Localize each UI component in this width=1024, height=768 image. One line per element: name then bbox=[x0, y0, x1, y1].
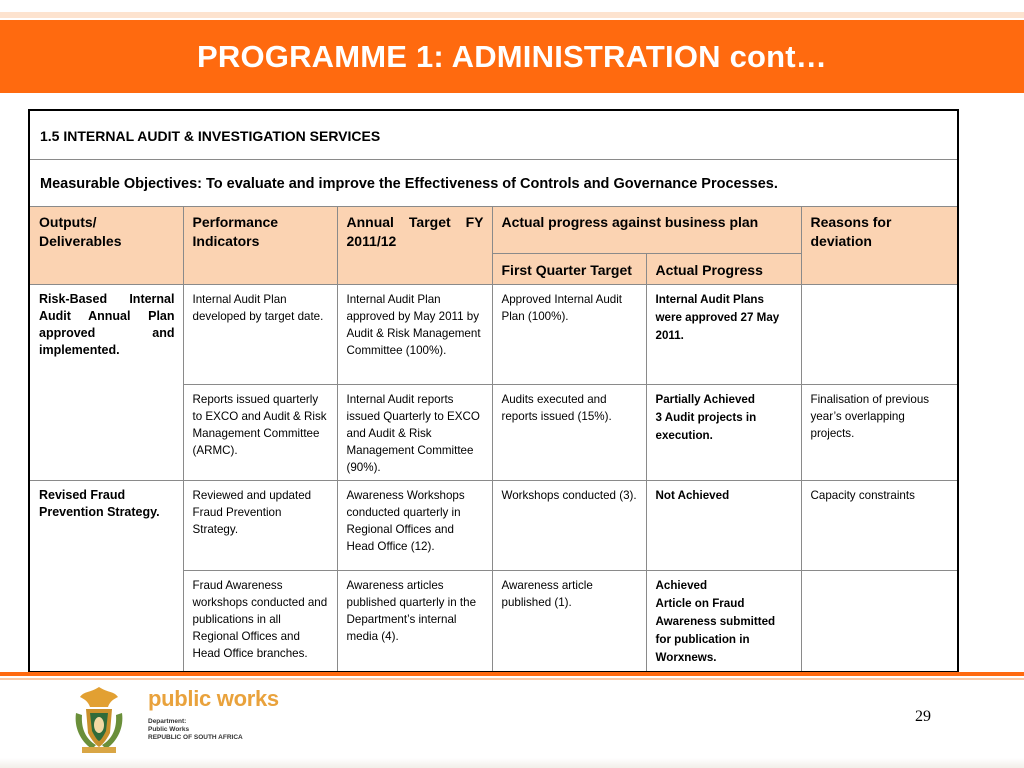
target-cell: Internal Audit Plan approved by May 2011 by Audit & Risk Management Committee (100%). bbox=[337, 285, 492, 385]
footer-fade bbox=[0, 758, 1024, 768]
reason-cell bbox=[801, 285, 958, 385]
dept-line: Public Works bbox=[148, 726, 190, 733]
objective-text: Measurable Objectives: To evaluate and improve the Effectiveness of Controls and Governance Processes. bbox=[29, 160, 958, 207]
indicator-cell: Fraud Awareness workshops conducted and publications in all Regional Offices and Head Office branches. bbox=[183, 571, 337, 673]
status-text: Achieved bbox=[655, 579, 708, 592]
page-number: 29 bbox=[915, 708, 931, 725]
header-row bbox=[29, 207, 958, 254]
header-actual-progress-group: Actual progress against business plan bbox=[492, 207, 801, 254]
objective-row bbox=[29, 160, 958, 207]
dept-line: REPUBLIC OF SOUTH AFRICA bbox=[148, 734, 243, 741]
target-cell: Awareness Workshops conducted quarterly in Regional Offices and Head Office (12). bbox=[337, 481, 492, 571]
actual-progress-cell: Not Achieved bbox=[646, 481, 801, 571]
status-detail: Article on Fraud Awareness submitted for publication in Worxnews. bbox=[655, 597, 776, 664]
first-quarter-cell: Approved Internal Audit Plan (100%). bbox=[492, 285, 646, 385]
actual-progress-cell: Internal Audit Plans were approved 27 May 2011. bbox=[646, 285, 801, 385]
indicator-cell: Reviewed and updated Fraud Prevention Strategy. bbox=[183, 481, 337, 571]
section-heading: 1.5 INTERNAL AUDIT & INVESTIGATION SERVICES bbox=[29, 110, 958, 160]
reason-cell: Capacity constraints bbox=[801, 481, 958, 571]
dept-line: Department: bbox=[148, 718, 187, 725]
header-first-quarter: First Quarter Target bbox=[492, 254, 646, 285]
target-cell: Awareness articles published quarterly in the Department’s internal media (4). bbox=[337, 571, 492, 673]
target-cell: Internal Audit reports issued Quarterly to EXCO and Audit & Risk Management Committee (90%). bbox=[337, 385, 492, 481]
top-accent-rule bbox=[0, 12, 1024, 18]
output-fraud-strategy: Revised Fraud Prevention Strategy. bbox=[29, 481, 183, 673]
header-indicators: Performance Indicators bbox=[183, 207, 337, 285]
footer-rule bbox=[0, 672, 1024, 676]
reason-cell: Finalisation of previous year’s overlapping projects. bbox=[801, 385, 958, 481]
coat-of-arms-icon bbox=[70, 683, 128, 755]
header-outputs: Outputs/ Deliverables bbox=[29, 207, 183, 285]
slide-title: PROGRAMME 1: ADMINISTRATION cont… bbox=[196, 38, 828, 74]
indicator-cell: Internal Audit Plan developed by target date. bbox=[183, 285, 337, 385]
status-text: Partially Achieved bbox=[655, 393, 755, 406]
table-row bbox=[29, 285, 958, 385]
first-quarter-cell: Awareness article published (1). bbox=[492, 571, 646, 673]
actual-progress-cell bbox=[646, 385, 801, 481]
table-row bbox=[29, 481, 958, 571]
output-risk-based-plan: Risk-Based Internal Audit Annual Plan approved and implemented. bbox=[29, 285, 183, 481]
footer-rule-light bbox=[0, 678, 1024, 680]
header-reasons: Reasons for deviation bbox=[801, 207, 958, 285]
footer-branding bbox=[148, 686, 279, 742]
audit-table bbox=[28, 109, 959, 673]
header-annual-target: Annual Target FY 2011/12 bbox=[337, 207, 492, 285]
section-row bbox=[29, 110, 958, 160]
actual-progress-cell bbox=[646, 571, 801, 673]
indicator-cell: Reports issued quarterly to EXCO and Audit & Risk Management Committee (ARMC). bbox=[183, 385, 337, 481]
reason-cell bbox=[801, 571, 958, 673]
status-detail: 3 Audit projects in execution. bbox=[655, 411, 757, 442]
header-actual: Actual Progress bbox=[646, 254, 801, 285]
department-label bbox=[148, 718, 279, 742]
audit-table-container bbox=[28, 109, 957, 673]
brand-name: public works bbox=[148, 686, 279, 711]
first-quarter-cell: Workshops conducted (3). bbox=[492, 481, 646, 571]
first-quarter-cell: Audits executed and reports issued (15%). bbox=[492, 385, 646, 481]
title-bar bbox=[0, 20, 1024, 93]
